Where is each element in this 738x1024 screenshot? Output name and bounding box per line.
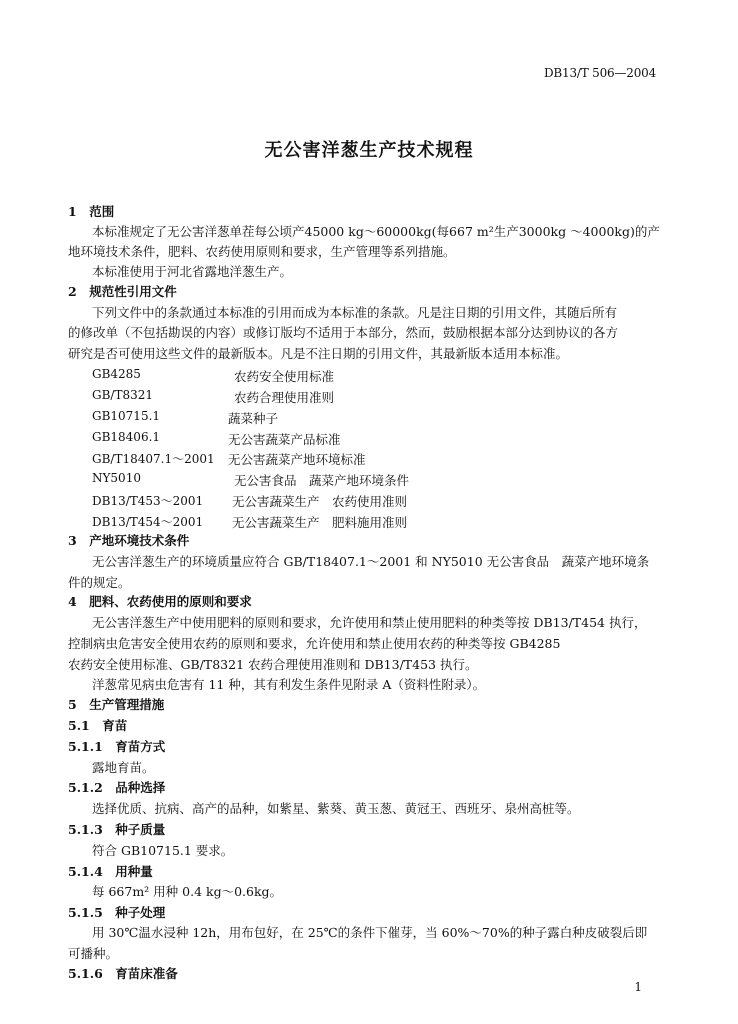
ref-title: 蔬菜种子 bbox=[228, 411, 279, 426]
paragraph-line: 下列文件中的条款通过本标准的引用而成为本标准的条款。凡是注日期的引用文件，其随后所有 bbox=[92, 305, 618, 320]
subsection-heading: 5.1.5 种子处理 bbox=[68, 905, 166, 920]
paragraph-line: 本标准使用于河北省露地洋葱生产。 bbox=[92, 264, 293, 279]
paragraph-line: 的修改单（不包括勘误的内容）或修订版均不适用于本部分，然而，鼓励根据本部分达到协议的各方 bbox=[68, 325, 619, 340]
paragraph-line: 每 667m² 用种 0.4 kg～0.6kg。 bbox=[92, 884, 283, 899]
paragraph-line: 洋葱常见病虫危害有 11 种，其有利发生条件见附录 A（资料性附录）。 bbox=[92, 677, 486, 692]
ref-title: 无公害蔬菜产品标准 bbox=[228, 432, 341, 447]
paragraph-line: 符合 GB10715.1 要求。 bbox=[92, 843, 234, 858]
paragraph-line: 本标准规定了无公害洋葱单茬每公顷产45000 kg～60000kg(每667 m²生产3000kg ～4000kg)的产 bbox=[92, 224, 660, 239]
paragraph-line: 件的规定。 bbox=[68, 575, 131, 590]
paragraph-line: 无公害洋葱生产的环境质量应符合 GB/T18407.1～2001 和 NY5010 无公害食品 蔬菜产地环境条 bbox=[92, 554, 650, 569]
ref-title: 农药安全使用标准 bbox=[234, 369, 335, 384]
subsection-heading: 5.1.4 用种量 bbox=[68, 864, 153, 879]
ref-code: GB/T8321 bbox=[92, 388, 153, 402]
ref-code: NY5010 bbox=[92, 471, 141, 485]
ref-code: DB13/T453～2001 bbox=[92, 494, 204, 508]
subsection-heading: 5.1.6 育苗床准备 bbox=[68, 966, 178, 981]
paragraph-line: 露地育苗。 bbox=[92, 760, 155, 775]
paragraph-line: 可播种。 bbox=[68, 946, 119, 961]
ref-title: 无公害蔬菜产地环境标准 bbox=[228, 452, 366, 467]
ref-code: GB/T18407.1～2001 bbox=[92, 452, 215, 466]
subsection-heading: 5.1.1 育苗方式 bbox=[68, 739, 166, 754]
section-4-heading: 4 肥料、农药使用的原则和要求 bbox=[68, 594, 252, 609]
subsection-heading: 5.1 育苗 bbox=[68, 718, 128, 733]
paragraph-line: 无公害洋葱生产中使用肥料的原则和要求，允许使用和禁止使用肥料的种类等按 DB13/T454 执行， bbox=[92, 615, 647, 630]
subsection-heading: 5.1.3 种子质量 bbox=[68, 822, 166, 837]
section-5-heading: 5 生产管理措施 bbox=[68, 697, 165, 712]
page-number: 1 bbox=[634, 980, 642, 994]
ref-code: DB13/T454～2001 bbox=[92, 515, 204, 529]
ref-title: 无公害蔬菜生产 农药使用准则 bbox=[232, 494, 408, 509]
paragraph-line: 控制病虫危害安全使用农药的原则和要求，允许使用和禁止使用农药的种类等按 GB4285 bbox=[68, 636, 561, 651]
ref-code: GB10715.1 bbox=[92, 409, 161, 423]
document-title: 无公害洋葱生产技术规程 bbox=[264, 140, 474, 161]
standard-code: DB13/T 506—2004 bbox=[543, 66, 656, 80]
paragraph-line: 农药安全使用标准、GB/T8321 农药合理使用准则和 DB13/T453 执行。 bbox=[68, 657, 478, 672]
ref-code: GB4285 bbox=[92, 367, 141, 381]
section-1-heading: 1 范围 bbox=[68, 204, 115, 219]
ref-title: 无公害蔬菜生产 肥料施用准则 bbox=[232, 515, 408, 530]
paragraph-line: 选择优质、抗病、高产的品种，如紫星、紫葵、黄玉葱、黄冠王、西班牙、泉州高桩等。 bbox=[92, 801, 580, 816]
paragraph-line: 用 30℃温水浸种 12h，用布包好，在 25℃的条件下催芽，当 60%～70%的种子露白种皮破裂后即 bbox=[92, 925, 648, 940]
ref-code: GB18406.1 bbox=[92, 430, 161, 444]
paragraph-line: 地环境技术条件，肥料、农药使用原则和要求，生产管理等系列措施。 bbox=[68, 244, 456, 259]
subsection-heading: 5.1.2 品种选择 bbox=[68, 780, 166, 795]
paragraph-line: 研究是否可使用这些文件的最新版本。凡是不注日期的引用文件，其最新版本适用本标准。 bbox=[68, 346, 569, 361]
section-2-heading: 2 规范性引用文件 bbox=[68, 284, 177, 299]
ref-title: 无公害食品 蔬菜产地环境条件 bbox=[234, 473, 410, 488]
section-3-heading: 3 产地环境技术条件 bbox=[68, 533, 190, 548]
ref-title: 农药合理使用准则 bbox=[234, 390, 335, 405]
